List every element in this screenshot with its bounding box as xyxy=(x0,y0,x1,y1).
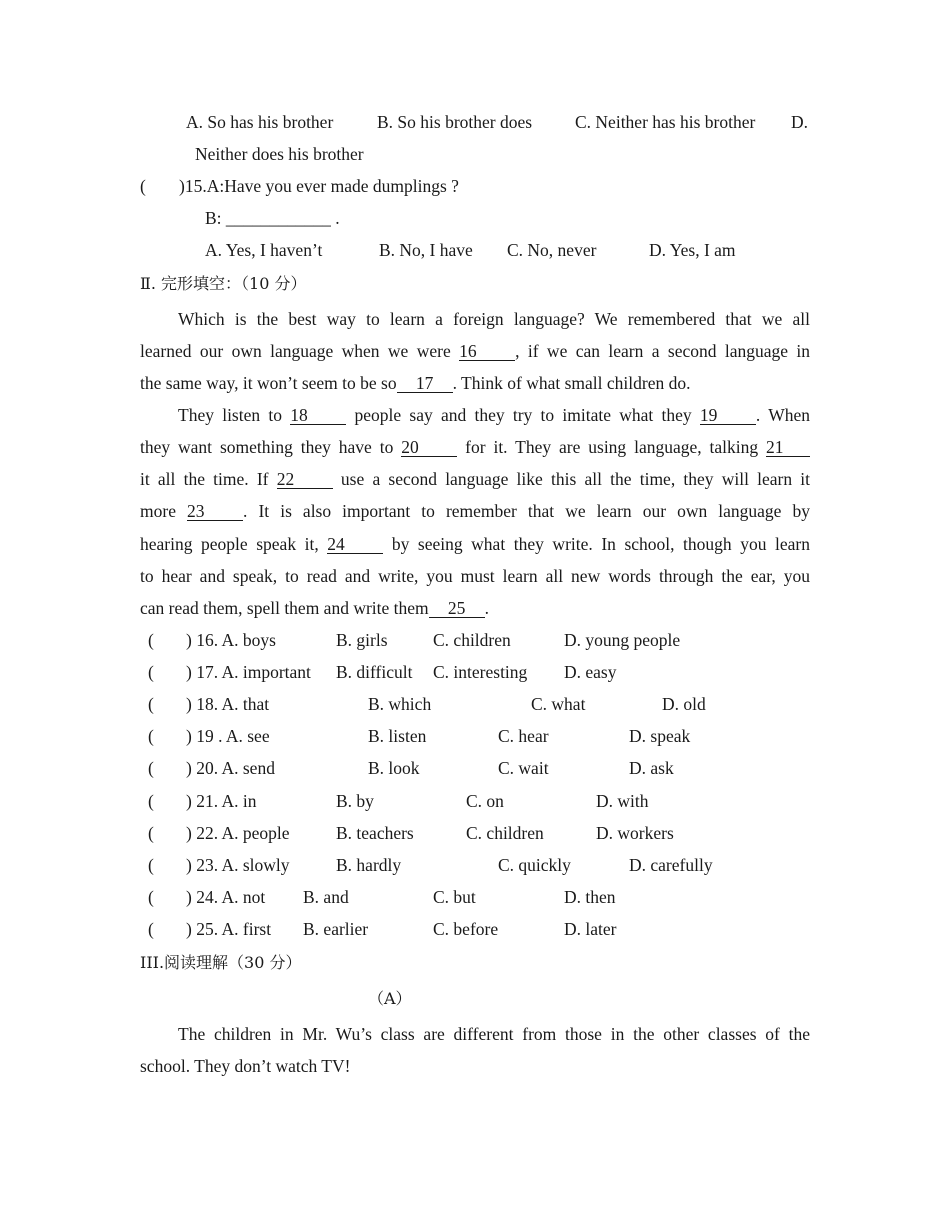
q15-option-d: D. Yes, I am xyxy=(649,240,736,260)
blank-17: 17 xyxy=(397,374,453,393)
q14-option-c: C. Neither has his brother xyxy=(575,112,756,132)
question-23-option-b: B. hardly xyxy=(336,855,402,875)
q15-option-a: A. Yes, I haven’t xyxy=(205,240,323,260)
question-25-option-c: C. before xyxy=(433,919,499,939)
question-24-option-b: B. and xyxy=(303,887,349,907)
passage-a-label: （A） xyxy=(368,989,412,1008)
question-21-option-b: B. by xyxy=(336,791,374,811)
question-24-option-c: C. but xyxy=(433,887,476,907)
passage-line: They listen to 18 people say and they try to imitate what they 19 . When xyxy=(178,405,810,425)
q14-option-b: B. So his brother does xyxy=(377,112,533,132)
question-18-option-a: ) 18. A. that xyxy=(186,694,270,714)
blank-21: 21 xyxy=(766,438,810,457)
blank-23: 23 xyxy=(187,502,243,521)
q15-option-c: C. No, never xyxy=(507,240,597,260)
question-answer-paren: ( xyxy=(148,791,154,811)
question-21-option-d: D. with xyxy=(596,791,649,811)
question-answer-paren: ( xyxy=(148,919,154,939)
q14-option-d-continued: Neither does his brother xyxy=(195,144,364,164)
q14-option-d: D. xyxy=(791,112,809,132)
question-22-option-d: D. workers xyxy=(596,823,674,843)
question-17-option-d: D. easy xyxy=(564,662,617,682)
question-16-option-d: D. young people xyxy=(564,630,681,650)
passage-line: more 23 . It is also important to remember that we learn our own language by xyxy=(140,501,811,521)
q15-b-line: B: ____________ . xyxy=(205,208,340,228)
question-answer-paren: ( xyxy=(148,758,154,778)
section-3-heading: III.阅读理解（30 分） xyxy=(140,953,302,972)
q14-option-a: A. So has his brother xyxy=(186,112,334,132)
question-25-option-b: B. earlier xyxy=(303,919,369,939)
question-19-option-c: C. hear xyxy=(498,726,549,746)
question-19-option-b: B. listen xyxy=(368,726,427,746)
question-22-option-a: ) 22. A. people xyxy=(186,823,290,843)
question-17-option-c: C. interesting xyxy=(433,662,528,682)
reading-line: school. They don’t watch TV! xyxy=(140,1056,351,1076)
question-24-option-d: D. then xyxy=(564,887,616,907)
question-19-option-a: ) 19 . A. see xyxy=(186,726,270,746)
question-23-option-c: C. quickly xyxy=(498,855,571,875)
question-20-option-a: ) 20. A. send xyxy=(186,758,275,778)
question-20-option-d: D. ask xyxy=(629,758,674,778)
question-16-option-a: ) 16. A. boys xyxy=(186,630,276,650)
question-16-option-c: C. children xyxy=(433,630,511,650)
question-21-option-a: ) 21. A. in xyxy=(186,791,257,811)
question-17-option-b: B. difficult xyxy=(336,662,413,682)
passage-line: to hear and speak, to read and write, you must learn all new words through the ear, you xyxy=(140,566,810,586)
blank-25: 25 xyxy=(429,599,485,618)
passage-line: they want something they have to 20 for it. They are using language, talking 21 xyxy=(140,436,810,458)
q15-answer-paren: ( xyxy=(140,176,146,196)
q15-option-b: B. No, I have xyxy=(379,240,473,260)
blank-20: 20 xyxy=(401,438,457,457)
question-18-option-b: B. which xyxy=(368,694,432,714)
reading-line: The children in Mr. Wu’s class are different from those in the other classes of the xyxy=(178,1024,810,1044)
question-21-option-c: C. on xyxy=(466,791,504,811)
question-18-option-c: C. what xyxy=(531,694,586,714)
question-25-option-a: ) 25. A. first xyxy=(186,919,272,939)
blank-24: 24 xyxy=(327,535,383,554)
question-22-option-c: C. children xyxy=(466,823,544,843)
question-19-option-d: D. speak xyxy=(629,726,691,746)
blank-22: 22 xyxy=(277,470,333,489)
question-24-option-a: ) 24. A. not xyxy=(186,887,266,907)
question-17-option-a: ) 17. A. important xyxy=(186,662,311,682)
question-20-option-b: B. look xyxy=(368,758,420,778)
question-23-option-a: ) 23. A. slowly xyxy=(186,855,290,875)
passage-line: hearing people speak it, 24 by seeing what they write. In school, though you learn xyxy=(140,534,811,554)
question-18-option-d: D. old xyxy=(662,694,706,714)
q15-stem: )15.A:Have you ever made dumplings ? xyxy=(179,176,459,196)
blank-18: 18 xyxy=(290,406,346,425)
blank-19: 19 xyxy=(700,406,756,425)
question-answer-paren: ( xyxy=(148,630,154,650)
question-answer-paren: ( xyxy=(148,726,154,746)
question-23-option-d: D. carefully xyxy=(629,855,713,875)
passage-line: learned our own language when we were 16 , if we can learn a second language in xyxy=(140,341,811,361)
question-answer-paren: ( xyxy=(148,662,154,682)
question-22-option-b: B. teachers xyxy=(336,823,414,843)
question-20-option-c: C. wait xyxy=(498,758,549,778)
question-answer-paren: ( xyxy=(148,887,154,907)
question-answer-paren: ( xyxy=(148,855,154,875)
section-2-heading: Ⅱ. 完形填空：（10 分） xyxy=(140,274,307,293)
passage-line: the same way, it won’t seem to be so 17 . Think of what small children do. xyxy=(140,373,691,393)
question-answer-paren: ( xyxy=(148,823,154,843)
passage-line: Which is the best way to learn a foreign language? We remembered that we all xyxy=(178,309,810,329)
question-25-option-d: D. later xyxy=(564,919,617,939)
blank-16: 16 xyxy=(459,342,515,361)
question-16-option-b: B. girls xyxy=(336,630,388,650)
passage-line: it all the time. If 22 use a second language like this all the time, they will learn it xyxy=(140,469,811,489)
passage-line: can read them, spell them and write them 25 . xyxy=(140,598,490,618)
question-answer-paren: ( xyxy=(148,694,154,714)
